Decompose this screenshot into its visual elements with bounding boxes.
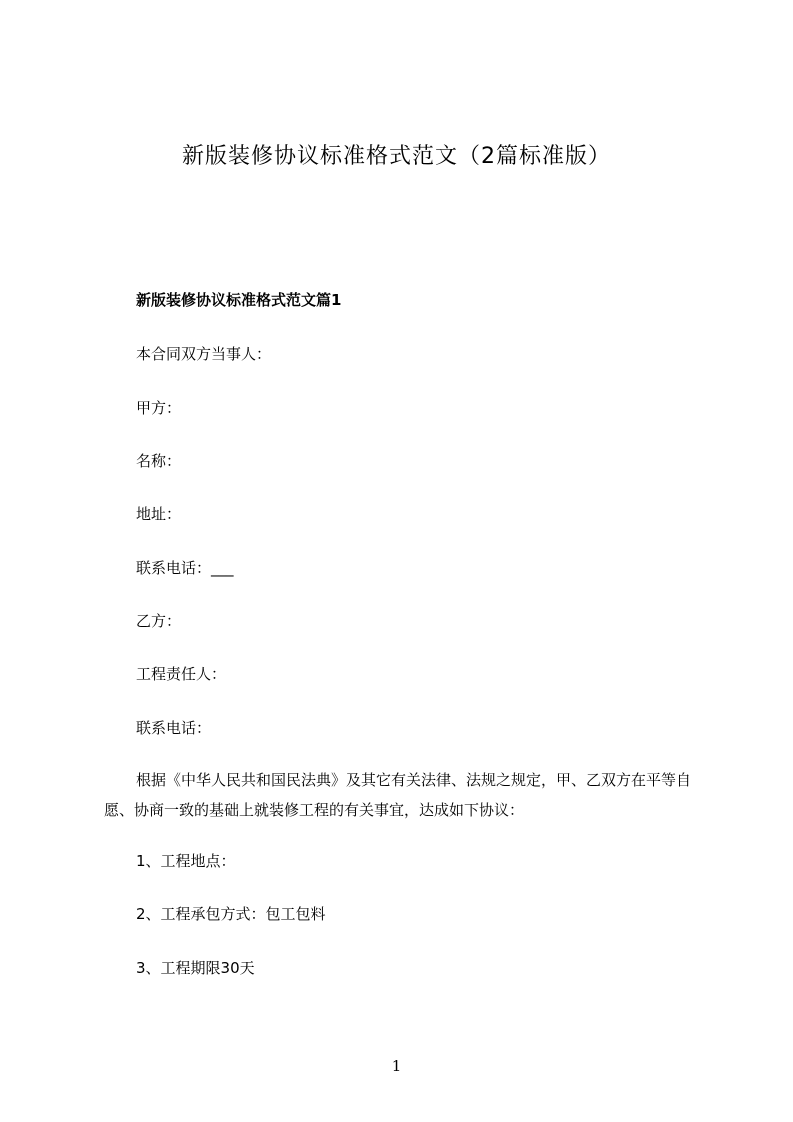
section-heading: 新版装修协议标准格式范文篇1 [136,291,342,309]
address-label: 地址： [136,505,182,523]
name-label: 名称： [136,452,182,470]
party-a-label: 甲方： [136,399,182,417]
clause-1: 1、工程地点： [136,852,236,870]
clause-3: 3、工程期限30天 [136,959,255,977]
parties-intro-line: 本合同双方当事人： [136,345,272,363]
project-manager-label: 工程责任人： [136,665,227,683]
page-number: 1 [391,1057,402,1075]
party-b-phone-line: 联系电话： [136,719,212,737]
clause-2: 2、工程承包方式：包工包料 [136,905,326,923]
document-title: 新版装修协议标准格式范文（2篇标准版） [182,144,611,169]
agreement-basis-paragraph: 根据《中华人民共和国民法典》及其它有关法律、法规之规定，甲、乙双方在平等自愿、协商一致的基础上就装修工程的有关事宜，达成如下协议： [104,771,692,819]
party-b-label: 乙方： [136,612,182,630]
party-a-phone-line: 联系电话：___ [136,559,234,577]
